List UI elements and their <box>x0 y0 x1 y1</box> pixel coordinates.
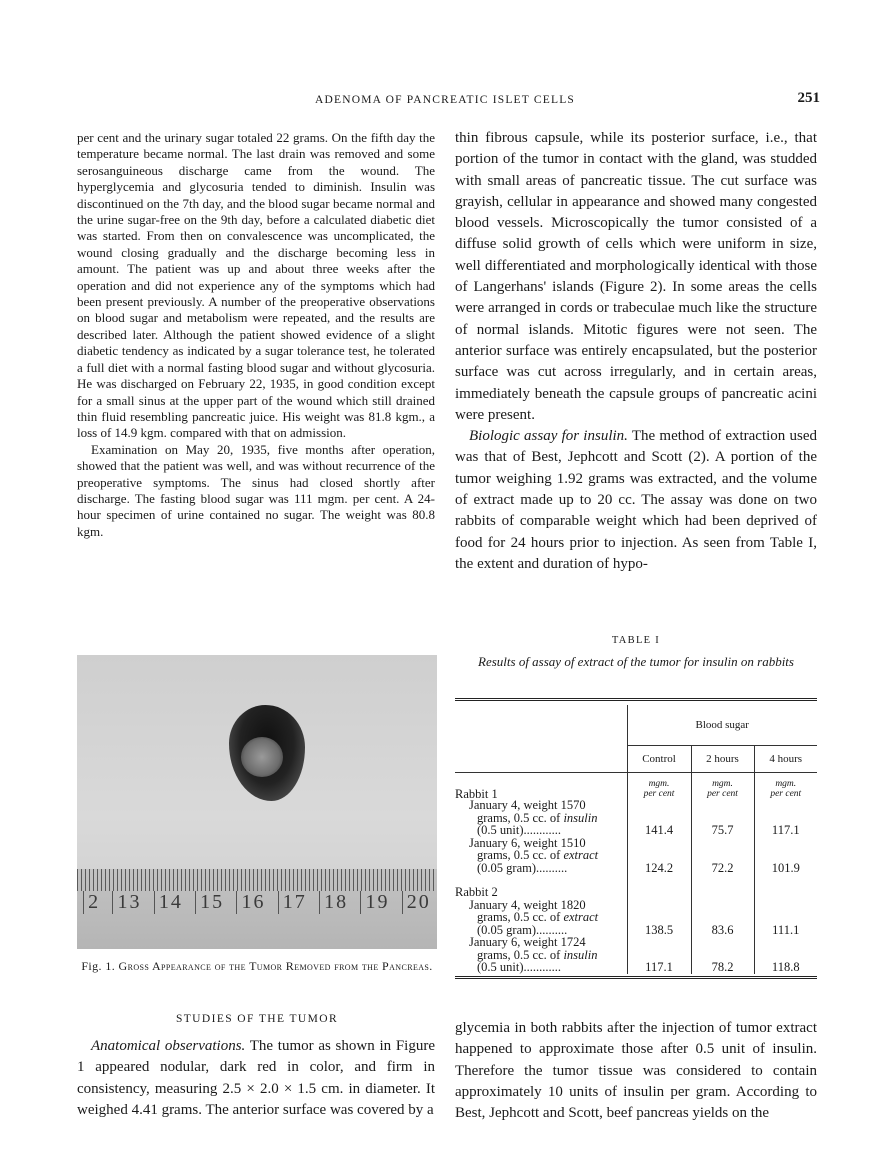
table-caption: Results of assay of extract of the tumor for insulin on rabbits <box>478 654 794 669</box>
unit-cell: mgm. per cent <box>754 773 817 800</box>
ruler-number: 2 <box>83 891 100 914</box>
unit-cell: mgm. per cent <box>627 773 691 800</box>
right-column-continuation <box>455 1018 817 1124</box>
ruler-number: 17 <box>278 891 307 914</box>
biologic-assay-heading: Biologic assay for insulin. <box>469 428 628 445</box>
figure-caption <box>77 958 437 974</box>
ruler-number: 15 <box>195 891 224 914</box>
ruler-number: 16 <box>236 891 265 914</box>
assay-results-table <box>455 698 817 979</box>
section-paragraph: The tumor as shown in Figure 1 appeared nodular, dark red in color, and firm in consistency, measuring 2.5 × 2.0 × 1.5 cm. in diameter. It weighed 4.41 grams. The anterior surface was covered by a <box>77 1038 435 1118</box>
tumor-photograph <box>77 655 437 949</box>
ruler-ticks <box>77 869 437 891</box>
left-paragraph-2: Examination on May 20, 1935, five months after operation, showed that the patient was well, and was without recurrence of the preoperative symptoms. The sinus had closed shortly after discharge. The fasting blood sugar was 111 mgm. per cent. A 24-hour specimen of urine contained no sugar. The weight was 80.8 kgm. <box>77 441 435 539</box>
table-row: January 6, weight 1724 grams, 0.5 cc. of insulin (0.5 unit)............ 117.1 78.2 118.8 <box>455 936 817 974</box>
table-label: TABLE I <box>611 635 661 646</box>
left-column-text <box>77 130 435 540</box>
table-row: January 4, weight 1570 grams, 0.5 cc. of insulin (0.5 unit)............ 141.4 75.7 117.1 <box>455 799 817 837</box>
group-name: Rabbit 2 <box>455 885 498 899</box>
ruler-number: 19 <box>360 891 389 914</box>
unit-cell: mgm. per cent <box>691 773 754 800</box>
column-header-2-hours: 2 hours <box>691 746 754 773</box>
figure-caption-text: Gross Appearance of the Tumor Removed from the Pancreas. <box>118 959 433 973</box>
column-header-4-hours: 4 hours <box>754 746 817 773</box>
right-paragraph-3: glycemia in both rabbits after the injection of tumor extract happened to approximate those after 0.5 unit of insulin. Therefore the tumor tissue was considered to contain approximately 10 units of insulin per gram. According to Best, Jephcott and Scott, beef pancreas yields on the <box>455 1020 817 1122</box>
ruler-number: 18 <box>319 891 348 914</box>
table-row: January 4, weight 1820 grams, 0.5 cc. of extract (0.05 gram).......... 138.5 83.6 111.1 <box>455 899 817 937</box>
left-paragraph-1: per cent and the urinary sugar totaled 22 grams. On the fifth day the temperature became normal. The last drain was removed and some serosanguineous discharge came from the wound. The hyperglycemia and glycosuria tended to diminish. Insulin was discontinued on the 7th day, and the blood sugar became normal and the urine sugar-free on the 9th day, before a calculated diabetic diet was started. From then on convalescence was uncomplicated, the wound closing gradually and the discharge becoming less in amount. The patient was up and about three weeks after the operation and did not experience any of the symptoms which had been present previously. A number of the preoperative observations on blood sugar and metabolism were repeated, and the results are described later. Although the patient showed evidence of a slight diabetic tendency as indicated by a sugar tolerance test, he tolerated a full diet with a normal fasting blood sugar and without glycosuria. He was discharged on February 22, 1935, in good condition except for a small sinus at the upper part of the wound which still drained thin fluid resembling pancreatic juice. His weight was 81.8 kgm., a loss of 14.9 kgm. compared with that on admission. <box>77 130 435 441</box>
table-row: January 6, weight 1510 grams, 0.5 cc. of extract (0.05 gram).......... 124.2 72.2 101.9 <box>455 837 817 875</box>
column-header-control: Control <box>627 746 691 773</box>
running-header: ADENOMA OF PANCREATIC ISLET CELLS <box>314 94 576 106</box>
section-heading: STUDIES OF THE TUMOR <box>175 1013 339 1025</box>
ruler-number: 20 <box>402 891 431 914</box>
right-paragraph-2: The method of extraction used was that of Best, Jephcott and Scott (2). A portion of the tumor weighing 1.92 grams was extracted, and the volume of extract made up to 20 cc. The assay was done on two rabbits of comparable weight which had been deprived of food for 24 hours prior to injection. As seen from Table I, the extent and duration of hypo- <box>455 428 818 572</box>
right-paragraph-1: thin fibrous capsule, while its posterior surface, i.e., that portion of the tumor in contact with the gland, was studded with small areas of pancreatic tissue. The cut surface was grayish, cellular in appearance and showed many congested blood vessels. Microscopically the tumor consisted of a diffuse solid growth of cells which were uniform in size, well differentiated and morphologically identical with those of Langerhans' islands (Figure 2). In some areas the cells were arranged in cords or trabeculae much like the structure of normal islands. Mitotic figures were not seen. The anterior surface was entirely encapsulated, but the posterior surface was cut across irregularly, and in certain areas, immediately beneath the capsule groups of pancreatic acini were present. <box>455 130 817 423</box>
group-name: Rabbit 1 <box>455 787 498 801</box>
ruler-number: 13 <box>112 891 141 914</box>
table-group-header: Blood sugar <box>627 705 817 746</box>
ruler-numbers <box>77 891 437 914</box>
figure-label: Fig. 1. <box>81 959 116 973</box>
section-subheading: Anatomical observations. <box>91 1038 246 1054</box>
anatomical-observations <box>77 1036 435 1121</box>
right-column-text <box>455 128 817 575</box>
measuring-ruler <box>77 869 437 949</box>
ruler-number: 14 <box>154 891 183 914</box>
page-number: 251 <box>797 90 820 106</box>
tumor-lobe-image <box>241 737 283 777</box>
